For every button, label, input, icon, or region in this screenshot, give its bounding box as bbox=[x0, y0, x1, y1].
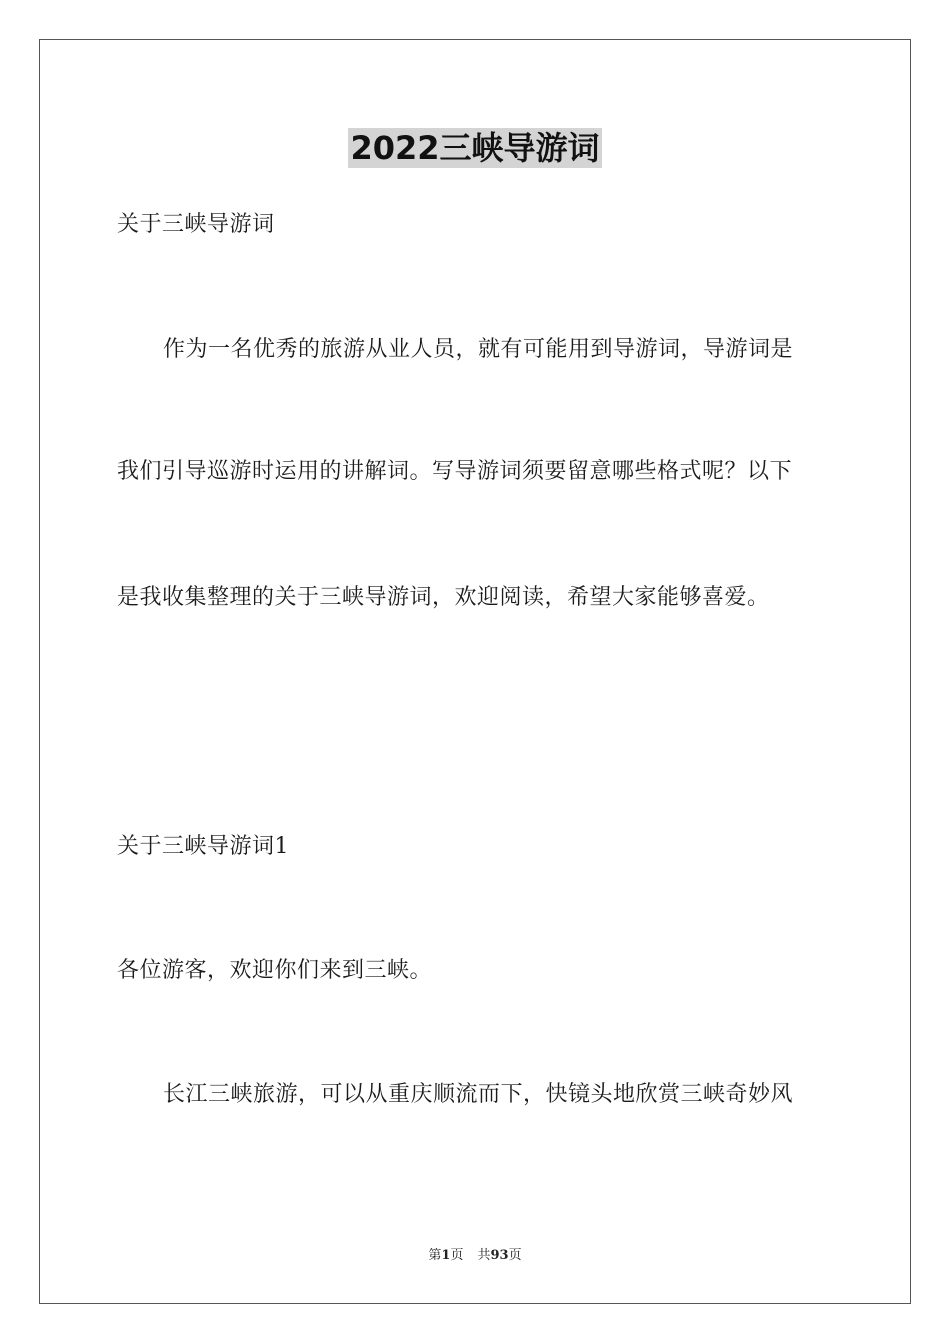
paragraph-line: 是我收集整理的关于三峡导游词，欢迎阅读，希望大家能够喜爱。 bbox=[117, 585, 770, 610]
footer-page-number: 1 bbox=[441, 1248, 451, 1263]
section-heading: 关于三峡导游词1 bbox=[117, 834, 289, 859]
footer-total-prefix: 共 bbox=[477, 1248, 491, 1263]
paragraph-line: 长江三峡旅游，可以从重庆顺流而下，快镜头地欣赏三峡奇妙风 bbox=[163, 1082, 794, 1107]
document-title: 2022三峡导游词 bbox=[350, 129, 600, 167]
footer-page-suffix: 页 bbox=[450, 1248, 464, 1263]
page-footer bbox=[0, 1247, 950, 1265]
footer-total-suffix: 页 bbox=[508, 1248, 522, 1263]
paragraph-line: 作为一名优秀的旅游从业人员，就有可能用到导游词，导游词是 bbox=[163, 337, 794, 362]
footer-total-pages: 93 bbox=[490, 1248, 509, 1263]
paragraph-line: 各位游客，欢迎你们来到三峡。 bbox=[117, 958, 433, 983]
paragraph-line: 我们引导巡游时运用的讲解词。写导游词须要留意哪些格式呢？以下 bbox=[117, 459, 793, 484]
section-heading: 关于三峡导游词 bbox=[117, 212, 275, 237]
footer-page-prefix: 第 bbox=[428, 1248, 442, 1263]
title-container bbox=[0, 128, 950, 168]
